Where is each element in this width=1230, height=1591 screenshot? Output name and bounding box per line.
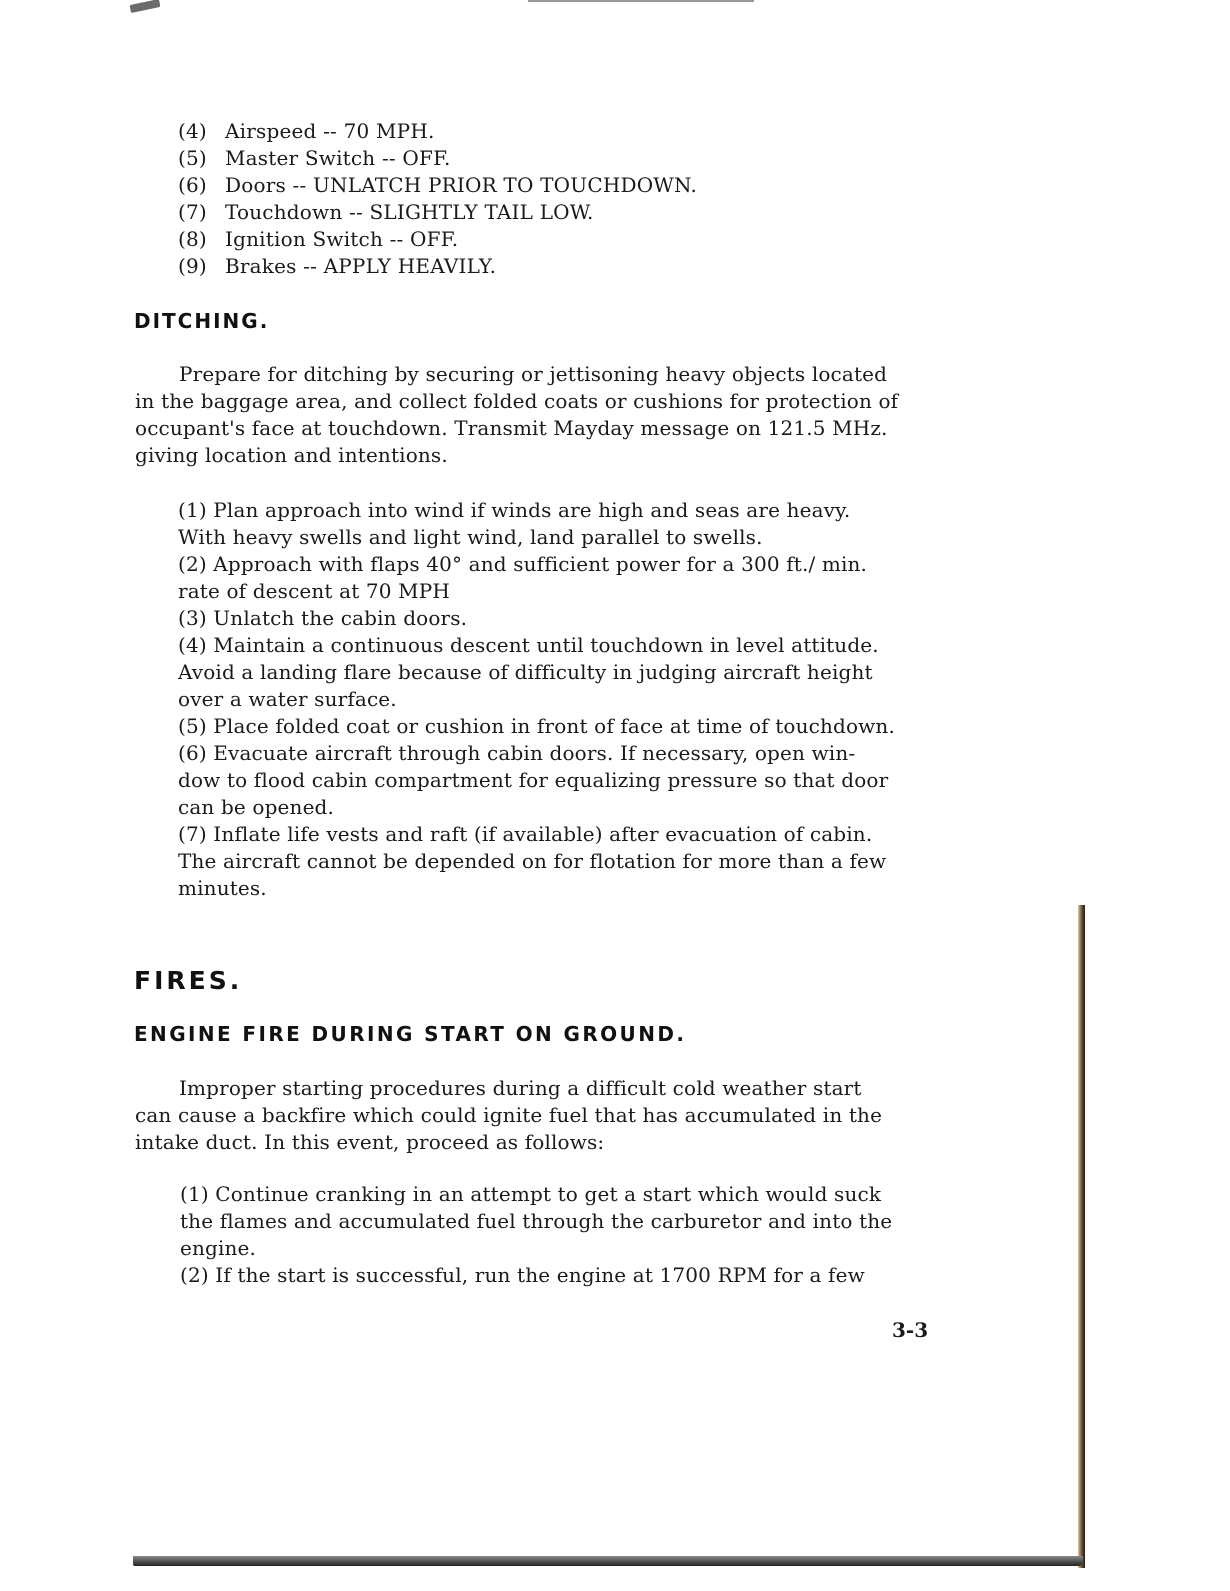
list-item [178, 226, 458, 253]
step-number: (9) [178, 254, 207, 278]
paragraph-line: The aircraft cannot be depended on for flotation for more than a few [178, 849, 887, 873]
scan-artifact-bottom-edge [133, 1556, 1083, 1566]
scan-artifact-right-edge [1078, 905, 1085, 1568]
list-item [178, 145, 451, 172]
paragraph-line: Avoid a landing flare because of difficulty in judging aircraft height [178, 660, 873, 684]
fires-intro-paragraph [135, 1075, 882, 1156]
paragraph-line: rate of descent at 70 MPH [178, 579, 450, 603]
step-text: Master Switch -- OFF. [225, 146, 451, 170]
section-heading-ditching: DITCHING. [134, 309, 270, 333]
ditching-intro-paragraph [135, 361, 898, 469]
paragraph-line: minutes. [178, 876, 267, 900]
step-number: (5) [178, 146, 207, 170]
paragraph-line: (1) Plan approach into wind if winds are high and seas are heavy. [178, 498, 851, 522]
paragraph-line: (2) Approach with flaps 40° and sufficient power for a 300 ft./ min. [178, 552, 868, 576]
paragraph-line: (1) Continue cranking in an attempt to get a start which would suck [180, 1182, 882, 1206]
paragraph-line: (6) Evacuate aircraft through cabin doors. If necessary, open win- [178, 741, 856, 765]
subsection-heading-engine-fire: ENGINE FIRE DURING START ON GROUND. [134, 1022, 687, 1046]
step-number: (7) [178, 200, 207, 224]
paragraph-line: (3) Unlatch the cabin doors. [178, 606, 468, 630]
paragraph-line: over a water surface. [178, 687, 397, 711]
fires-steps [180, 1181, 892, 1289]
step-number: (8) [178, 227, 207, 251]
paragraph-line: occupant's face at touchdown. Transmit Mayday message on 121.5 MHz. [135, 416, 888, 440]
list-item [178, 118, 435, 145]
paragraph-line: intake duct. In this event, proceed as follows: [135, 1130, 605, 1154]
section-heading-fires: FIRES. [134, 966, 243, 995]
step-text: Brakes -- APPLY HEAVILY. [225, 254, 497, 278]
step-text: Airspeed -- 70 MPH. [225, 119, 435, 143]
step-text: Doors -- UNLATCH PRIOR TO TOUCHDOWN. [225, 173, 698, 197]
page-number: 3-3 [892, 1318, 929, 1342]
paragraph-line: can cause a backfire which could ignite fuel that has accumulated in the [135, 1103, 883, 1127]
paragraph-line: engine. [180, 1236, 257, 1260]
paragraph-line: (2) If the start is successful, run the engine at 1700 RPM for a few [180, 1263, 865, 1287]
list-item [178, 199, 594, 226]
list-item [178, 172, 697, 199]
paragraph-line: giving location and intentions. [135, 443, 448, 467]
step-number: (4) [178, 119, 207, 143]
paragraph-line: the flames and accumulated fuel through the carburetor and into the [180, 1209, 893, 1233]
ditching-steps [178, 497, 895, 902]
paragraph-line: (4) Maintain a continuous descent until touchdown in level attitude. [178, 633, 879, 657]
step-text: Touchdown -- SLIGHTLY TAIL LOW. [225, 200, 594, 224]
step-text: Ignition Switch -- OFF. [225, 227, 459, 251]
paragraph-line: (7) Inflate life vests and raft (if available) after evacuation of cabin. [178, 822, 873, 846]
scan-artifact-top-rule [528, 0, 754, 2]
paragraph-line: (5) Place folded coat or cushion in front of face at time of touchdown. [178, 714, 895, 738]
paragraph-line: in the baggage area, and collect folded coats or cushions for protection of [135, 389, 899, 413]
step-number: (6) [178, 173, 207, 197]
paragraph-line: With heavy swells and light wind, land parallel to swells. [178, 525, 763, 549]
paragraph-line: dow to flood cabin compartment for equalizing pressure so that door [178, 768, 889, 792]
paragraph-line: Prepare for ditching by securing or jettisoning heavy objects located [179, 362, 888, 386]
paragraph-line: can be opened. [178, 795, 335, 819]
list-item [178, 253, 496, 280]
paragraph-line: Improper starting procedures during a difficult cold weather start [179, 1076, 862, 1100]
scan-artifact-corner [129, 0, 160, 13]
